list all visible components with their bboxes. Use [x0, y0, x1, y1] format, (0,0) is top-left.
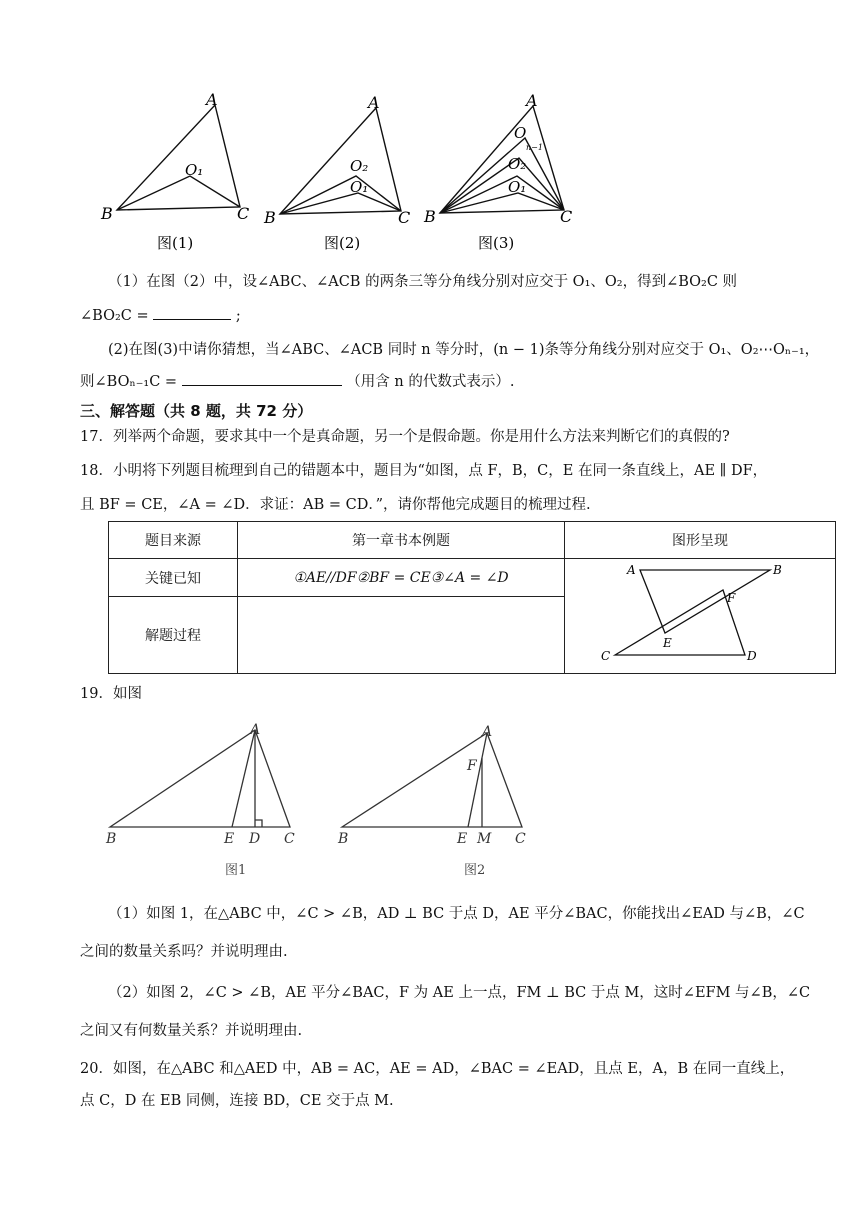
figure-2 [258, 88, 428, 253]
q19-fig1-label-C: C [284, 831, 295, 847]
q18-figure [565, 560, 835, 672]
q19-fig2-caption: 图2 [464, 863, 486, 878]
question-18-line1: 18．小明将下列题目梳理到自己的错题本中，题目为“如图，点 F，B，C，E 在同一条直线上，AE ∥ DF， [80, 463, 768, 479]
q16-part1-answer-label: ∠BO₂C = [80, 308, 149, 324]
q16-part1-answer-blank[interactable] [153, 305, 231, 320]
q18-label-C: C [601, 649, 611, 663]
fig1-label-A: A [206, 90, 218, 109]
fig3-label-O1: O₁ [508, 178, 527, 196]
q18-label-E: E [663, 636, 672, 650]
q16-part2-line2 [80, 371, 514, 392]
fig1-caption: 图(1) [157, 234, 194, 252]
fig3-label-On: O [514, 124, 527, 142]
fig2-label-B: B [264, 208, 276, 227]
table-header-figure: 图形呈现 [565, 522, 836, 559]
table-value-source: 第一章书本例题 [238, 522, 565, 559]
table-header-process: 解题过程 [109, 597, 238, 674]
q16-part2-line1: (2)在图(3)中请你猜想，当∠ABC、∠ACB 同时 n 等分时，(n − 1)条等分角线分别对应交于 O₁、O₂⋯Oₙ₋₁， [108, 342, 820, 358]
q19-figure-2 [332, 720, 542, 885]
q19-part2-line2: 之间又有何数量关系？并说明理由. [80, 1023, 303, 1039]
q19-fig1-label-A: A [250, 722, 261, 738]
table-header-known: 关键已知 [109, 559, 238, 597]
q18-label-B: B [773, 563, 782, 577]
fig2-caption: 图(2) [324, 234, 361, 252]
question-17: 17．列举两个命题，要求其中一个是真命题，另一个是假命题。你是用什么方法来判断它们的真假的? [80, 429, 730, 445]
q18-label-F: F [727, 591, 736, 605]
q18-label-D: D [747, 649, 757, 663]
fig1-label-O1: O₁ [185, 161, 204, 179]
q19-fig1-label-E: E [224, 831, 235, 847]
fig3-label-A: A [526, 91, 538, 110]
q16-part2-note: （用含 n 的代数式表示）. [346, 374, 515, 390]
section-heading: 三、解答题（共 8 题，共 72 分） [80, 402, 313, 420]
q19-fig1-label-B: B [106, 831, 117, 847]
q19-fig2-label-F: F [467, 758, 477, 774]
fig3-caption: 图(3) [478, 234, 515, 252]
fig2-label-A: A [368, 93, 380, 112]
table-value-known: ①AE//DF②BF = CE③∠A = ∠D [238, 559, 565, 597]
table-header-source: 题目来源 [109, 522, 238, 559]
figure-1 [95, 88, 265, 253]
q19-figure-1 [100, 720, 310, 885]
table-figure-cell [565, 559, 836, 674]
fig2-label-O1: O₁ [350, 178, 369, 196]
question-19-title: 19．如图 [80, 686, 142, 702]
q19-fig1-label-D: D [249, 831, 261, 847]
fig2-label-C: C [398, 208, 411, 227]
fig1-label-C: C [237, 204, 250, 223]
fig3-label-On-sub: n−1 [526, 143, 543, 152]
q18-label-A: A [627, 563, 636, 577]
figure-3 [420, 88, 590, 253]
q16-part2-answer-blank[interactable] [182, 371, 342, 386]
q19-part1-line1: （1）如图 1，在△ABC 中，∠C > ∠B，AD ⊥ BC 于点 D，AE 平分∠BAC，你能找出∠EAD 与∠B，∠C [108, 906, 805, 922]
q19-fig2-label-B: B [338, 831, 349, 847]
q19-fig2-label-A: A [482, 724, 493, 740]
q19-part2-line1: （2）如图 2，∠C > ∠B，AE 平分∠BAC，F 为 AE 上一点，FM ⊥ BC 于点 M，这时∠EFM 与∠B，∠C [108, 985, 811, 1001]
q19-fig1-caption: 图1 [225, 863, 247, 878]
fig3-label-B: B [424, 207, 436, 226]
q16-part1-semicolon: ; [235, 308, 241, 324]
q16-part2-answer-label: 则∠BOₙ₋₁C = [80, 374, 178, 390]
q19-part1-line2: 之间的数量关系吗？并说明理由. [80, 944, 288, 960]
fig2-label-O2: O₂ [350, 157, 369, 175]
fig3-label-O2: O₂ [508, 155, 527, 173]
q19-fig2-label-C: C [515, 831, 526, 847]
question-20-line2: 点 C，D 在 EB 同侧，连接 BD，CE 交于点 M. [80, 1093, 394, 1109]
question-18-line2: 且 BF = CE，∠A = ∠D．求证：AB = CD．”，请你帮他完成题目的梳理过程. [80, 497, 591, 513]
question-20-line1: 20．如图，在△ABC 和△AED 中，AB = AC，AE = AD，∠BAC = ∠EAD，且点 E，A，B 在同一直线上， [80, 1061, 795, 1077]
table-process-answer[interactable] [238, 597, 565, 674]
q19-fig2-label-M: M [477, 831, 492, 847]
fig1-label-B: B [101, 204, 113, 223]
fig3-label-C: C [560, 207, 573, 226]
q19-fig2-label-E: E [457, 831, 468, 847]
q16-part1-line1: （1）在图（2）中，设∠ABC、∠ACB 的两条三等分角线分别对应交于 O₁、O₂，得到∠BO₂C 则 [108, 274, 738, 290]
q18-table [108, 521, 836, 674]
q16-part1-line2 [80, 305, 241, 326]
